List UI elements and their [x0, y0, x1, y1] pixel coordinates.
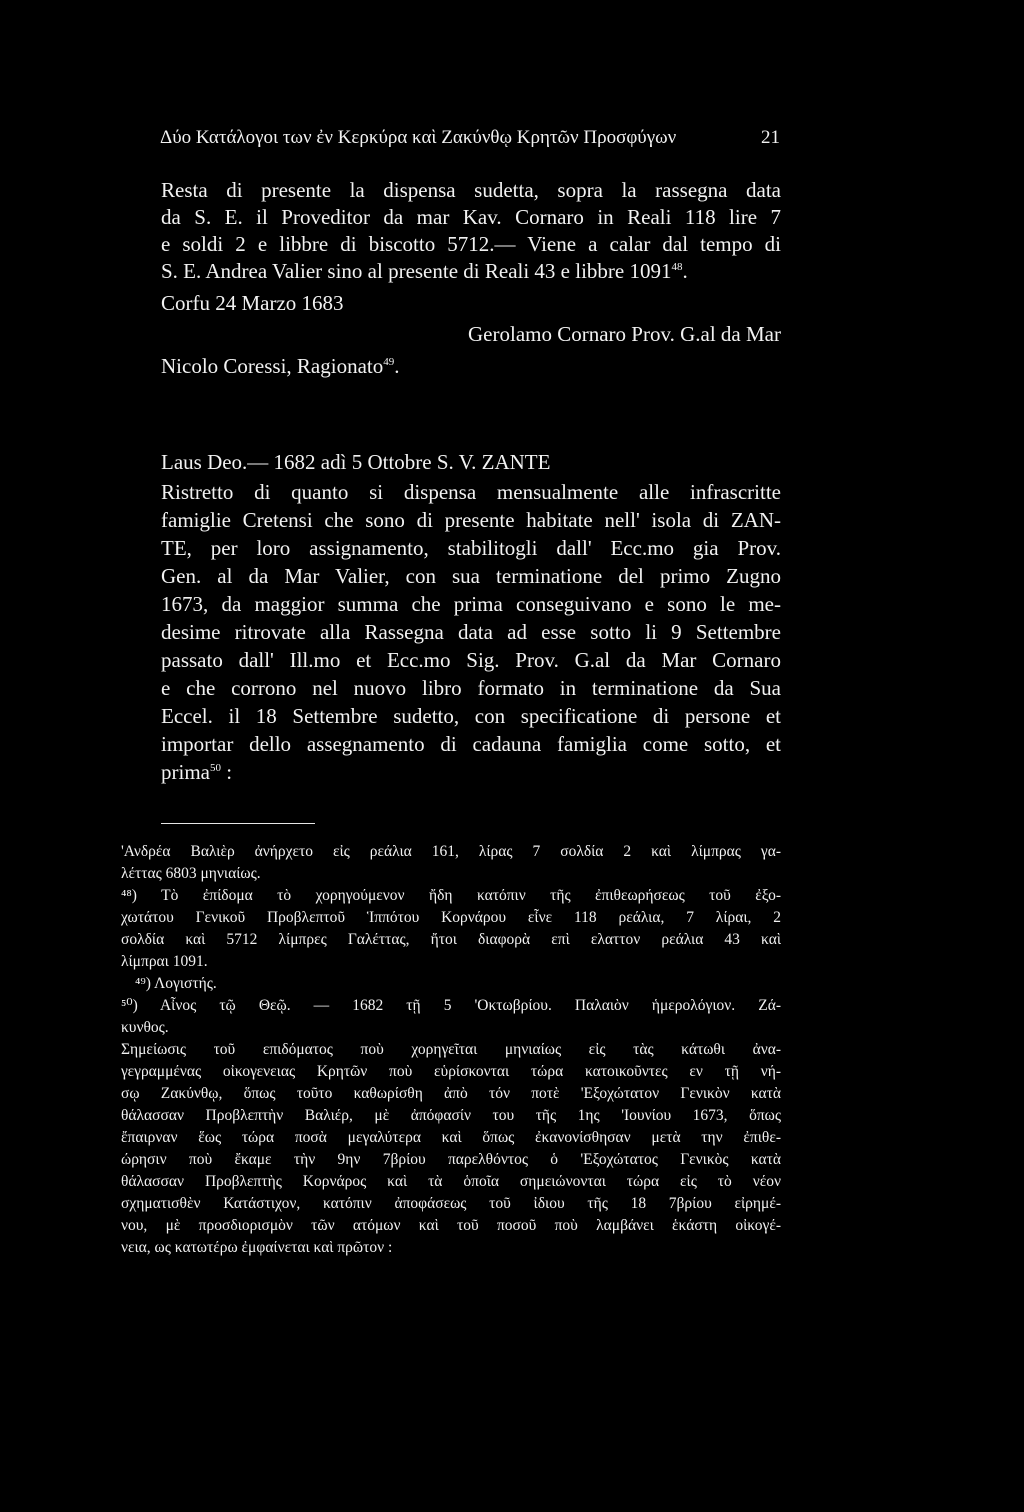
footnote-line: ⁵⁰) Αἶνος τῷ Θεῷ. — 1682 τῇ 5 'Οκτωβρίου. Παλαιὸν ἡμερολόγιον. Ζά-	[121, 997, 781, 1014]
page-number: 21	[761, 127, 780, 148]
footnote-ref-49: 49	[383, 356, 395, 368]
text-line: 1673, da maggior summa che prima conseguivano e sono le me-	[161, 592, 781, 616]
footnote-line: ⁴⁹) Λογιστής.	[135, 975, 217, 992]
footnote-line: λίμπραι 1091.	[121, 953, 208, 970]
footnote-line: θάλασσαν Προβλεπτὴς Κορνάρος καὶ τὰ ὁποῖα σημειώνονται τώρα εἰς τὸ νέον	[121, 1173, 781, 1190]
footnote-ref-48: 48	[671, 261, 683, 273]
text-line: desime ritrovate alla Rassegna data ad esse sotto li 9 Settembre	[161, 620, 781, 644]
footnote-divider	[161, 823, 315, 824]
text-line-content: prima	[161, 760, 210, 784]
signatory: Gerolamo Cornaro Prov. G.al da Mar	[468, 322, 781, 346]
text-line-content: S. E. Andrea Valier sino al presente di Reali 43 e libbre 1091	[161, 259, 672, 283]
text-line: passato dall' Ill.mo et Ecc.mo Sig. Prov. G.al da Mar Cornaro	[161, 648, 781, 672]
accountant-signature	[161, 353, 399, 380]
text-line: Ristretto di quanto si dispensa mensualmente alle infrascritte	[161, 480, 781, 504]
running-header	[160, 127, 780, 153]
place-date: Corfu 24 Marzo 1683	[161, 291, 344, 315]
text-line: Resta di presente la dispensa sudetta, sopra la rassegna data	[161, 178, 781, 202]
text-line: Eccel. il 18 Settembre sudetto, con specificatione di persone et	[161, 704, 781, 728]
footnote-line: ⁴⁸) Τὸ ἐπίδομα τὸ χορηγούμενον ἤδη κατόπιν τῆς ἐπιθεωρήσεως τοῦ ἐξο-	[121, 887, 781, 904]
footnote-line: σῳ Ζακύνθῳ, ὅπως τοῦτο καθωρίσθη ἀπὸ τόν ποτὲ 'Εξοχώτατον Γενικὸν κατὰ	[121, 1085, 781, 1102]
text-line: Gen. al da Mar Valier, con sua terminatione del primo Zugno	[161, 564, 781, 588]
footnote-line: νεια, ως κατωτέρω ἐμφαίνεται καὶ πρῶτον :	[121, 1239, 393, 1256]
footnote-line: νου, μὲ προσδιορισμὸν τῶν ατόμων καὶ τοῦ ποσοῦ ποὺ λαμβάνει ἑκάστη οἰκογέ-	[121, 1217, 781, 1234]
text-line: e soldi 2 e libbre di biscotto 5712.— Viene a calar dal tempo di	[161, 232, 781, 256]
footnote-line: 'Ανδρέα Βαλιὲρ ἀνήρχετο εἰς ρεάλια 161, λίρας 7 σολδία 2 καὶ λίμπρας γα-	[121, 843, 781, 860]
running-title: Δύο Κατάλογοι των ἐν Κερκύρα καὶ Ζακύνθῳ Κρητῶν Προσφύγων	[160, 127, 677, 148]
text-line	[161, 258, 688, 285]
footnote-line: Σημείωσις τοῦ επιδόματος ποὺ χορηγεῖται μηνιαίως εἰς τὰς κάτωθι ἀνα-	[121, 1041, 781, 1058]
footnote-line: θάλασσαν Προβλεπτὴν Βαλιέρ, μὲ ἀπόφασίν του τῆς 1ης 'Ιουνίου 1673, ὅπως	[121, 1107, 781, 1124]
footnote-line: σολδία καὶ 5712 λίμπρες Γαλέττας, ἤτοι διαφορὰ επὶ ελαττον ρεάλια 43 καὶ	[121, 931, 781, 948]
footnote-line: ώρησιν ποὺ ἔκαμε τὴν 9ην 7βρίου παρελθόντος ὁ 'Εξοχώτατος Γενικὸς κατὰ	[121, 1151, 781, 1168]
text-line: e che corrono nel nuovo libro formato in terminatione da Sua	[161, 676, 781, 700]
footnote-line: σχηματισθὲν Κατάστιχον, κατόπιν ἀποφάσεως τοῦ ἰδιου τῆς 18 7βρίου εἰρημέ-	[121, 1195, 781, 1212]
footnote-line: γεγραμμένας οἰκογενειας Κρητῶν ποὺ εὑρίσκονται τώρα κατοικοῦντες εν τῇ νή-	[121, 1063, 781, 1080]
text-line-end: :	[220, 760, 233, 784]
text-line	[161, 759, 232, 786]
footnote-line: λέττας 6803 μηνιαίως.	[121, 865, 261, 882]
text-line: TE, per loro assignamento, stabilitogli dall' Ecc.mo gia Prov.	[161, 536, 781, 560]
accountant-name: Nicolo Coressi, Ragionato	[161, 354, 384, 378]
footnote-line: κυνθος.	[121, 1019, 169, 1036]
text-line-end: .	[394, 354, 400, 378]
footnote-line: ἔπαιρναν ἕως τώρα ποσὰ μεγαλύτερα καὶ ὅπως ἐκανονίσθησαν μετὰ την ἐπιθε-	[121, 1129, 781, 1146]
footnote-line: χωτάτου Γενικοῦ Προβλεπτοῦ Ἱππότου Κορνάρου εἶνε 118 ρεάλια, 7 λίραι, 2	[121, 909, 781, 926]
text-line: famiglie Cretensi che sono di presente habitate nell' isola di ZAN-	[161, 508, 781, 532]
text-line: importar dello assegnamento di cadauna famiglia come sotto, et	[161, 732, 781, 756]
section-heading: Laus Deo.— 1682 adì 5 Ottobre S. V. ZANTE	[161, 450, 551, 474]
text-line: da S. E. il Proveditor da mar Kav. Cornaro in Reali 118 lire 7	[161, 205, 781, 229]
footnote-ref-50: 50	[209, 762, 221, 774]
text-line-end: .	[682, 259, 688, 283]
